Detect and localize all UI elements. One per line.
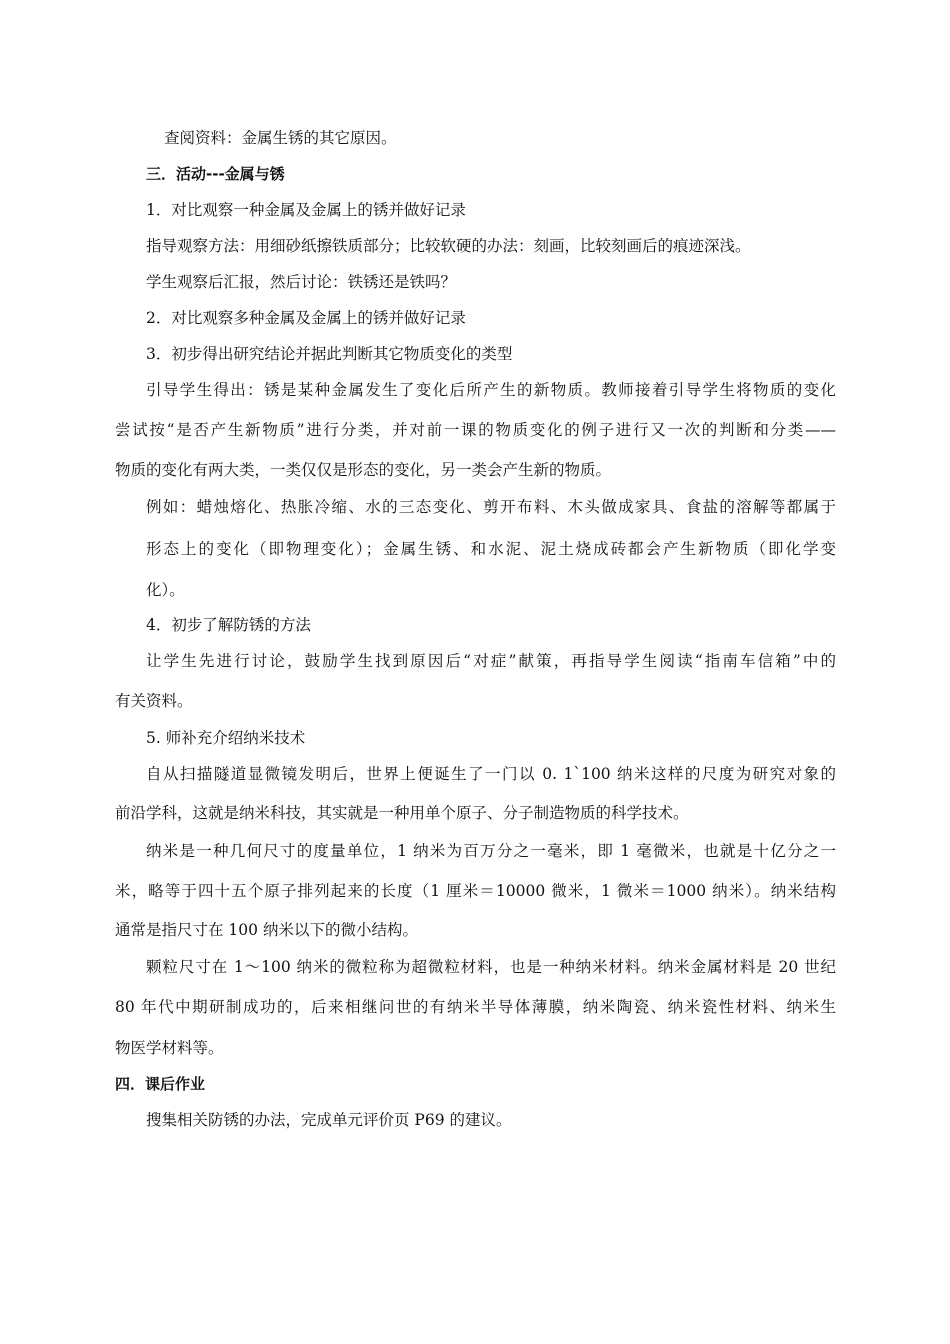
text-line: 米，略等于四十五个原子排列起来的长度（1 厘米＝10000 微米，1 微米＝1000 纳米）。纳米结构 [115, 882, 836, 900]
text-line: 1．对比观察一种金属及金属上的锈并做好记录 [146, 201, 466, 219]
section-heading-4: 四．课后作业 [115, 1075, 206, 1093]
text-line: 颗粒尺寸在 1～100 纳米的微粒称为超微粒材料，也是一种纳米材料。纳米金属材料是 20 世纪 [146, 958, 836, 976]
text-line: 尝试按“是否产生新物质”进行分类，并对前一课的物质变化的例子进行又一次的判断和分类—— [115, 421, 836, 439]
text-line: 搜集相关防锈的办法，完成单元评价页 P69 的建议。 [146, 1111, 512, 1129]
text-line: 80 年代中期研制成功的，后来相继问世的有纳米半导体薄膜，纳米陶瓷、纳米瓷性材料、纳米生 [115, 998, 836, 1016]
text-line: 物质的变化有两大类，一类仅仅是形态的变化，另一类会产生新的物质。 [115, 461, 612, 479]
text-line: 3．初步得出研究结论并据此判断其它物质变化的类型 [146, 345, 513, 363]
text-line: 自从扫描隧道显微镜发明后，世界上便诞生了一门以 0. 1`100 纳米这样的尺度为研究对象的 [146, 765, 836, 783]
text-line: 让学生先进行讨论，鼓励学生找到原因后“对症”献策，再指导学生阅读“指南车信箱”中的 [146, 652, 836, 670]
text-line: 5. 师补充介绍纳米技术 [146, 729, 306, 747]
text-line: 指导观察方法：用细砂纸擦铁质部分；比较软硬的办法：刻画，比较刻画后的痕迹深浅。 [146, 237, 751, 255]
text-line: 通常是指尺寸在 100 纳米以下的微小结构。 [115, 921, 418, 939]
section-heading-3: 三．活动---金属与锈 [146, 165, 285, 183]
text-line: 化）。 [146, 581, 185, 599]
text-line: 学生观察后汇报，然后讨论：铁锈还是铁吗？ [146, 273, 457, 291]
text-line: 纳米是一种几何尺寸的度量单位，1 纳米为百万分之一毫米，即 1 毫微米，也就是十亿分之一 [146, 842, 836, 860]
text-line: 2．对比观察多种金属及金属上的锈并做好记录 [146, 309, 466, 327]
text-line: 例如：蜡烛熔化、热胀冷缩、水的三态变化、剪开布料、木头做成家具、食盐的溶解等都属于 [146, 498, 836, 516]
text-line: 4．初步了解防锈的方法 [146, 616, 311, 634]
text-line: 物医学材料等。 [115, 1039, 224, 1057]
text-line: 形态上的变化（即物理变化）；金属生锈、和水泥、泥土烧成砖都会产生新物质（即化学变 [146, 540, 836, 558]
text-line: 前沿学科，这就是纳米科技，其实就是一种用单个原子、分子制造物质的科学技术。 [115, 804, 689, 822]
text-line: 引导学生得出：锈是某种金属发生了变化后所产生的新物质。教师接着引导学生将物质的变化 [146, 381, 836, 399]
text-line: 有关资料。 [115, 692, 193, 710]
text-line: 查阅资料：金属生锈的其它原因。 [164, 129, 397, 147]
